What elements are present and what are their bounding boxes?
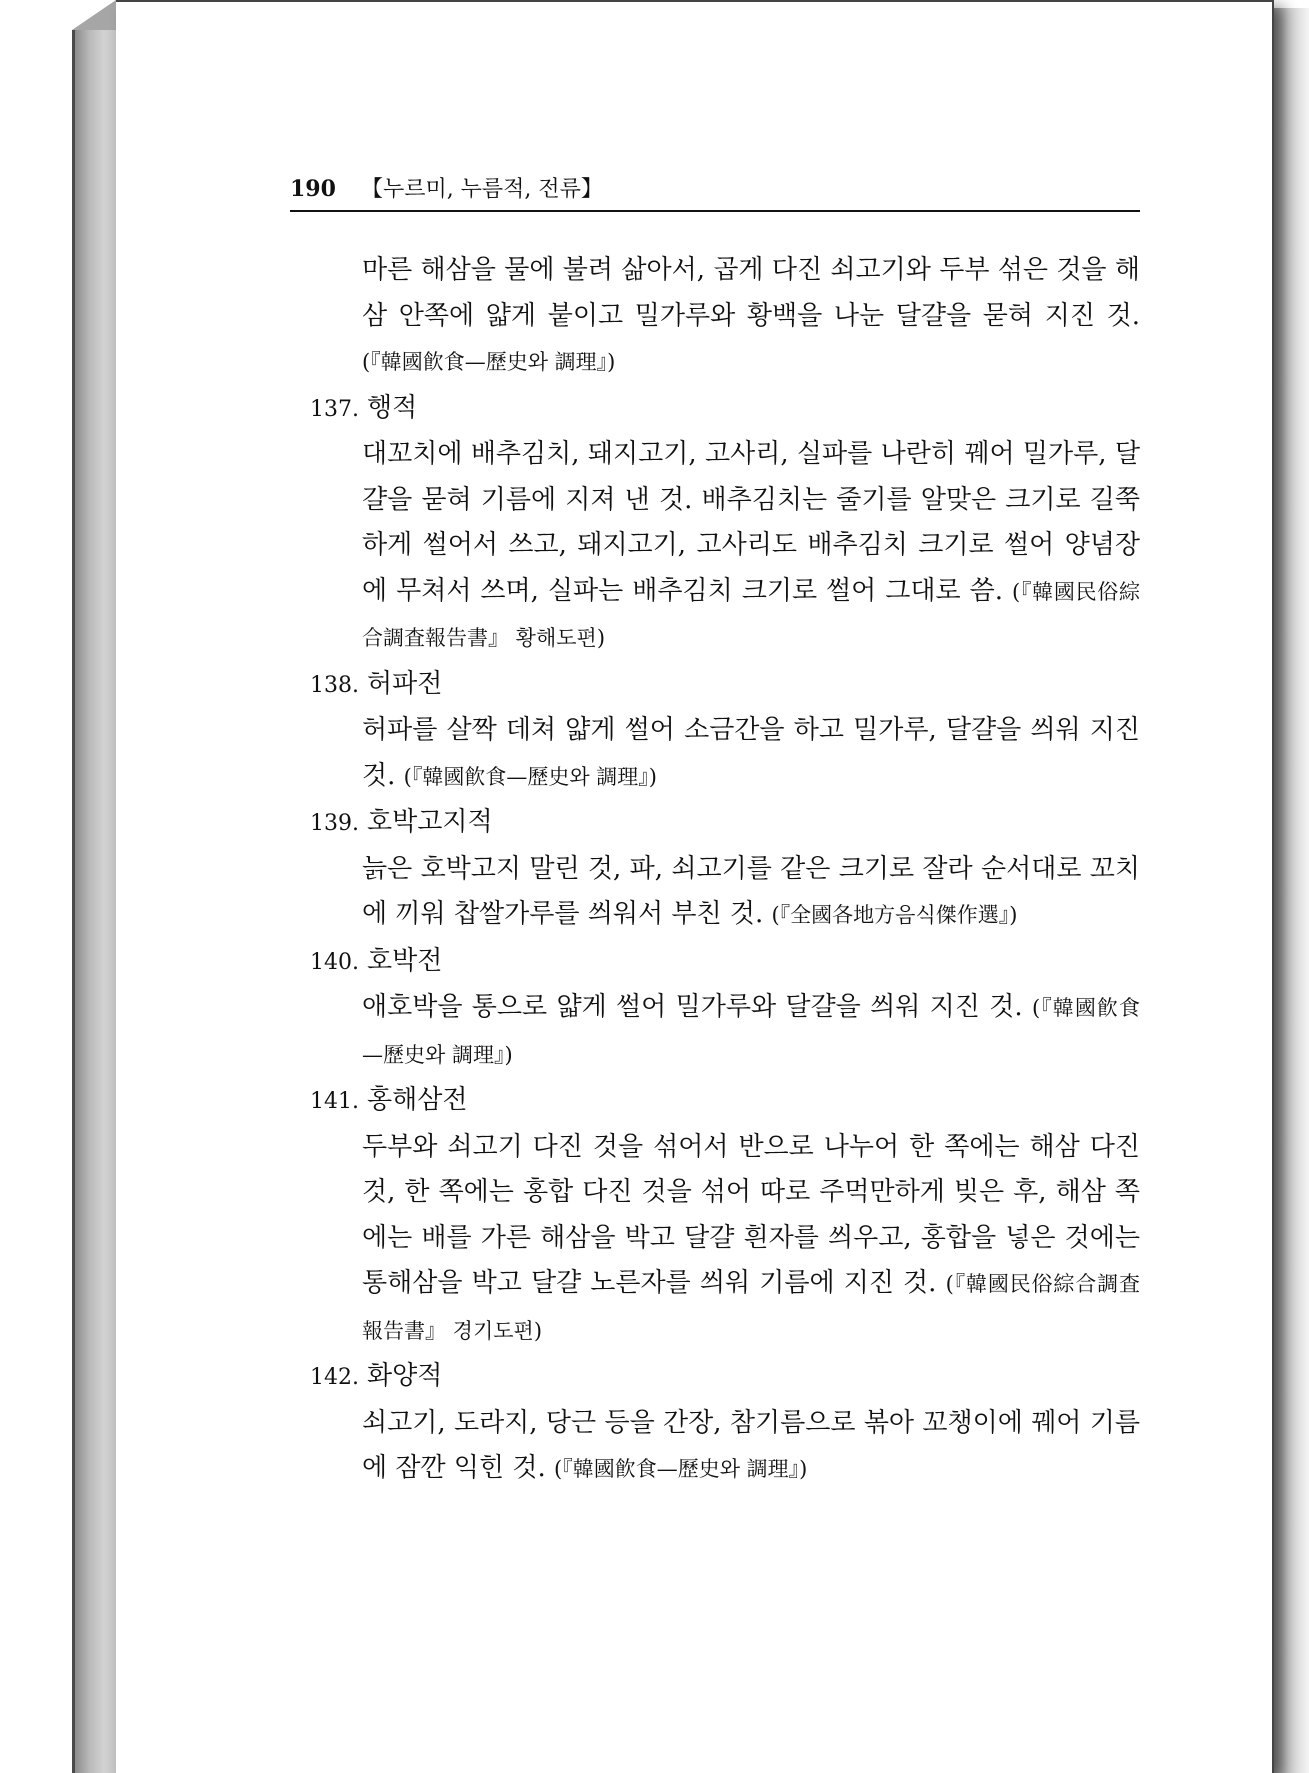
entry-description bbox=[310, 1125, 1140, 1355]
entry-number: 138. bbox=[310, 672, 359, 698]
paragraph-text: 대꼬치에 배추김치, 돼지고기, 고사리, 실파를 나란히 꿰어 밀가루, 달걀을 묻혀 기름에 지져 낸 것. 배추김치는 줄기를 알맞은 크기로 길쭉하게 썰어서 쓰고, 돼지고기, 고사리도 배추김치 크기로 썰어 양념장에 무쳐서 쓰며, 실파는 배추김치 크기로 썰어 그대로 씀. bbox=[362, 439, 1140, 606]
entry-heading bbox=[310, 386, 1140, 433]
entry-name: 홍해삼전 bbox=[366, 1085, 468, 1115]
entry-heading bbox=[310, 939, 1140, 986]
citation: (『韓國飮食—歷史와 調理』) bbox=[554, 1457, 808, 1481]
citation: (『全國各地方음식傑作選』) bbox=[771, 903, 1018, 927]
paragraph-text: 두부와 쇠고기 다진 것을 섞어서 반으로 나누어 한 쪽에는 해삼 다진 것, 한 쪽에는 홍합 다진 것을 섞어 따로 주먹만하게 빚은 후, 해삼 쪽에는 배를 가른 해삼을 박고 달걀 흰자를 씌우고, 홍합을 넣은 것에는 통해삼을 박고 달걀 노른자를 씌워 기름에 지진 것. bbox=[362, 1131, 1140, 1298]
entry-description bbox=[310, 847, 1140, 939]
paragraph-text: 허파를 살짝 데쳐 얇게 썰어 소금간을 하고 밀가루, 달걀을 씌워 지진 것. bbox=[362, 715, 1140, 791]
paragraph-text: 쇠고기, 도라지, 당근 등을 간장, 참기름으로 볶아 꼬챙이에 꿰어 기름에 잠깐 익힌 것. bbox=[362, 1407, 1140, 1483]
entry-number: 142. bbox=[310, 1365, 359, 1390]
entry-number: 141. bbox=[310, 1089, 359, 1114]
entry-description bbox=[310, 985, 1140, 1078]
entry-number: 137. bbox=[310, 396, 359, 422]
entry-name: 행적 bbox=[366, 392, 418, 423]
header-rule bbox=[290, 210, 1140, 212]
paragraph-text: 마른 해삼을 물에 불려 삶아서, 곱게 다진 쇠고기와 두부 섞은 것을 해삼 안쪽에 얇게 붙이고 밀가루와 황백을 나눈 달걀을 묻혀 지진 것. bbox=[362, 255, 1140, 331]
page-number: 190 bbox=[290, 176, 336, 202]
paragraph-text: 애호박을 통으로 얇게 썰어 밀가루와 달걀을 씌워 지진 것. bbox=[362, 992, 1023, 1022]
entry-name: 허파전 bbox=[366, 668, 443, 699]
entry-heading bbox=[310, 1078, 1140, 1125]
citation: (『韓國飮食—歷史와 調理』) bbox=[362, 350, 616, 374]
book-spine bbox=[72, 30, 116, 1773]
entry-heading bbox=[310, 800, 1140, 847]
entry-description bbox=[310, 708, 1140, 800]
citation: (『韓國民俗綜合調査報告書』 황해도편) bbox=[362, 579, 1141, 650]
paragraph-text: 늙은 호박고지 말린 것, 파, 쇠고기를 같은 크기로 잘라 순서대로 꼬치에 끼워 찹쌀가루를 씌워서 부친 것. bbox=[362, 853, 1140, 929]
book-spine-top bbox=[72, 0, 116, 30]
running-header bbox=[290, 172, 1140, 212]
page-body bbox=[310, 248, 1140, 1493]
entry-description bbox=[310, 1401, 1140, 1493]
lead-paragraph bbox=[310, 248, 1140, 386]
entry-name: 호박전 bbox=[366, 945, 443, 976]
citation: (『韓國飮食—歷史와 調理』) bbox=[362, 996, 1140, 1067]
entry-number: 139. bbox=[310, 811, 359, 836]
entry-name: 호박고지적 bbox=[366, 807, 493, 837]
section-title: 【누르미, 누름적, 전류】 bbox=[360, 177, 603, 202]
entry-description bbox=[310, 432, 1140, 662]
entry-heading bbox=[310, 662, 1140, 709]
entry-number: 140. bbox=[310, 949, 359, 975]
page-shadow bbox=[1274, 8, 1309, 1773]
citation: (『韓國民俗綜合調査報告書』 경기도편) bbox=[362, 1272, 1140, 1343]
entry-heading bbox=[310, 1354, 1140, 1401]
entry-name: 화양적 bbox=[366, 1361, 443, 1391]
citation: (『韓國飮食—歷史와 調理』) bbox=[403, 764, 658, 789]
